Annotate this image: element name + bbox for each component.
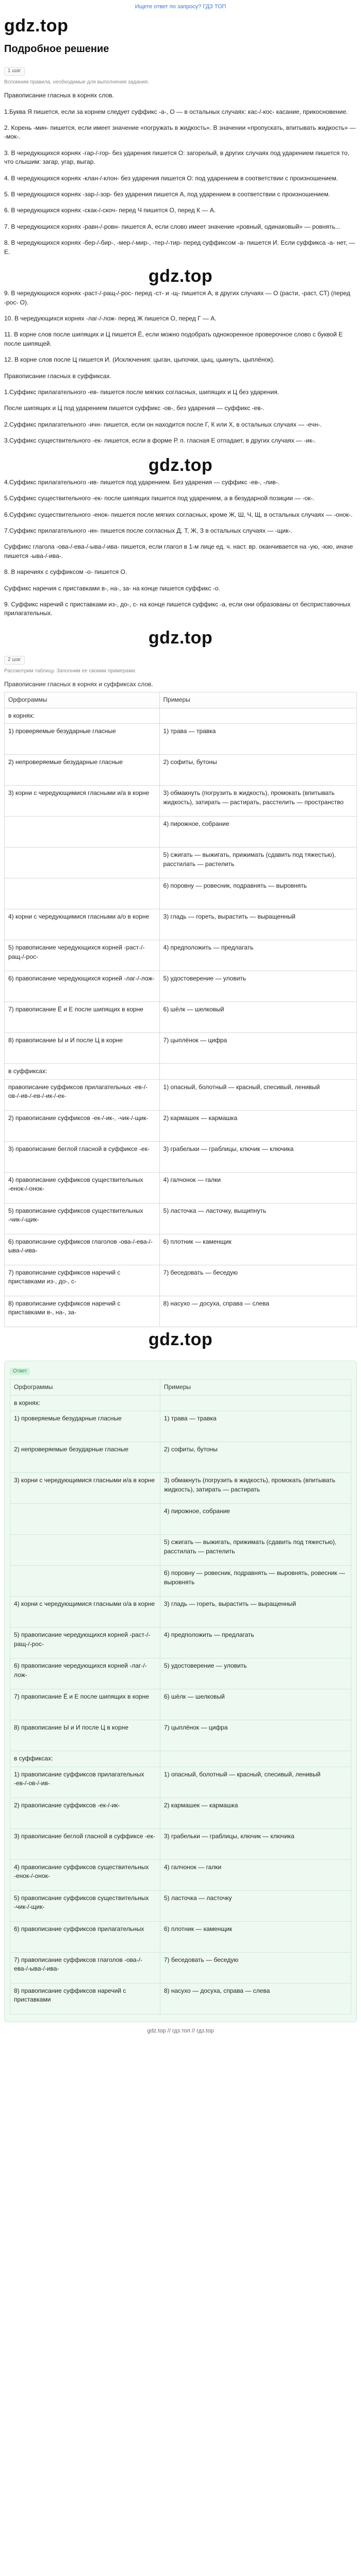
spelling-cell: 4) корни с чередующимися гласными о/а в корне	[10, 1597, 160, 1628]
table-section-row	[10, 1395, 351, 1411]
rule-paragraph: Правописание гласных в корнях слов.	[4, 92, 114, 99]
step2-section	[4, 651, 357, 1327]
example-cell: 4) предположить — предлагать	[160, 1628, 351, 1658]
table-row	[5, 817, 357, 848]
table-header-spellings: Орфограммы	[10, 1380, 160, 1395]
spelling-cell: 7) правописание суффиксов наречий с приставками из-, до-, с-	[5, 1265, 160, 1296]
example-cell: 4) галчонок — галки	[160, 1859, 351, 1890]
watermark: gdz.top	[4, 15, 69, 36]
example-cell: 4) пирожное, собрание	[159, 817, 356, 848]
step2-intro: Рассмотрим таблицу. Заполним ее своими примерами.	[4, 668, 137, 674]
rule-paragraph: 6. В чередующихся корнях -скак-/-скоч- перед Ч пишется О, перед К — А.	[4, 207, 216, 214]
table-row	[10, 1566, 351, 1597]
example-cell: 1) трава — травка	[159, 724, 356, 755]
rule-paragraph: 2. Корень -мин- пишется, если имеет значение «погружать в жидкость». В значении «пропускать, впитывать жидкость» — -мок-.	[4, 124, 356, 141]
table-section-row	[10, 1751, 351, 1767]
spelling-cell: 1) проверяемые безударные гласные	[10, 1411, 160, 1442]
table-row	[10, 1952, 351, 1983]
rule-paragraph: Суффикс наречия с приставками в-, на-, за- на конце пишется суффикс -о.	[4, 584, 220, 592]
example-cell: 8) насухо — досуха, справа — слева	[159, 1296, 356, 1327]
spelling-cell: 6) правописание суффиксов прилагательных	[10, 1921, 160, 1952]
spelling-cell: 8) правописание суффиксов наречий с приставками	[10, 1983, 160, 2014]
spelling-cell: 3) правописание беглой гласной в суффиксе -ек-	[10, 1828, 160, 1859]
table-row	[10, 1411, 351, 1442]
table-row	[5, 755, 357, 786]
section-label: в корнях:	[5, 708, 160, 723]
spelling-cell	[5, 878, 160, 909]
rule-paragraph: 11. В корне слов после шипящих и Ц пишется Ё, если можно подобрать однокоренное проверочное слово с буквой Е после шипящей.	[4, 331, 343, 347]
step2-table	[4, 692, 357, 1327]
example-cell: 6) шёлк — шелковый	[159, 1002, 356, 1033]
example-cell: 6) плотник — каменщик	[159, 1234, 356, 1265]
footer: gdz.top // гдз.топ // гдз.top	[147, 2027, 214, 2034]
example-cell: 4) пирожное, собрание	[160, 1504, 351, 1535]
spelling-cell: 8) правописание Ы и И после Ц в корне	[5, 1033, 160, 1064]
rule-paragraph: После шипящих и Ц под ударением пишется суффикс -ов-, без ударения — суффикс -ев-.	[4, 404, 265, 412]
table-row	[10, 1473, 351, 1504]
table-row	[5, 848, 357, 878]
rule-paragraph: 7.Суффикс прилагательного -ин- пишется после согласных Д, Т, Ж, З в остальных случаях — -щик-.	[4, 527, 292, 534]
section-empty-cell	[160, 1751, 351, 1767]
spelling-cell: 5) правописание чередующихся корней -раст-/-ращ-/-рос-	[10, 1628, 160, 1658]
spelling-cell: 6) правописание чередующихся корней -лаг-/-лож-	[10, 1658, 160, 1689]
answer-table	[10, 1379, 351, 2014]
example-cell: 3) грабельки — граблицы, ключик — ключика	[160, 1828, 351, 1859]
rule-paragraph: 3.Суффикс существительного -ек- пишется, если в форме Р. п. гласная Е отпадает, в других случаях — -ик-.	[4, 437, 316, 445]
spelling-cell: 4) правописание суффиксов существительных -енок-/-онок-	[5, 1172, 160, 1203]
example-cell: 3) гладь — гореть, вырастить — выращенный	[160, 1597, 351, 1628]
example-cell: 3) обмакнуть (погрузить в жидкость), промокать (впитывать жидкость), затирать — растирать	[160, 1473, 351, 1504]
spelling-cell	[5, 848, 160, 878]
example-cell: 6) шёлк — шелковый	[160, 1689, 351, 1720]
example-cell: 1) опасный, болотный — красный, спесивый, ленивый	[160, 1767, 351, 1798]
spelling-cell: 3) корни с чередующимися гласными и/а в корне	[10, 1473, 160, 1504]
spelling-cell: 1) проверяемые безударные гласные	[5, 724, 160, 755]
example-cell: 2) кармашек — кармашка	[160, 1798, 351, 1828]
table-section-row	[5, 1064, 357, 1079]
spelling-cell: 2) непроверяемые безударные гласные	[5, 755, 160, 786]
spelling-cell	[10, 1535, 160, 1566]
table-row	[5, 724, 357, 755]
watermark: gdz.top	[148, 455, 213, 475]
step1-intro: Вспомним правила, необходимые для выполнения задания.	[4, 79, 149, 85]
example-cell: 7) цыплёнок — цифра	[159, 1033, 356, 1064]
table-row	[5, 1172, 357, 1203]
spelling-cell: 3) правописание беглой гласной в суффиксе -ек-	[5, 1141, 160, 1172]
spelling-cell: 4) правописание суффиксов существительных -енок-/-онок-	[10, 1859, 160, 1890]
rule-paragraph: 4. В чередующихся корнях -клан-/-клон- без ударения пишется О: под ударением в соответствии с произношением.	[4, 174, 338, 182]
table-row	[10, 1798, 351, 1828]
table-row	[10, 1504, 351, 1535]
example-cell: 2) софиты, бутоны	[159, 755, 356, 786]
example-cell: 3) гладь — гореть, вырастить — выращенный	[159, 909, 356, 940]
rule-paragraph: 1.Суффикс прилагательного -ев- пишется после мягких согласных, шипящих и Ц без ударения.	[4, 388, 280, 396]
table-row	[10, 1689, 351, 1720]
spelling-cell: 5) правописание суффиксов существительных -чик-/-щик-	[10, 1890, 160, 1921]
section-empty-cell	[159, 708, 356, 723]
rule-paragraph: 9. Суффикс наречий с приставками из-, до-, с- на конце пишется суффикс -а, если они образованы от бесприставочных прилагательных.	[4, 600, 351, 617]
spelling-cell: 2) непроверяемые безударные гласные	[10, 1442, 160, 1473]
table-header-examples: Примеры	[160, 1380, 351, 1395]
example-cell: 1) трава — травка	[160, 1411, 351, 1442]
spelling-cell	[5, 817, 160, 848]
table-row	[10, 1983, 351, 2014]
rule-paragraph: 6.Суффикс существительного -енок- пишется после мягких согласных, кроме Ж, Ш, Ч, Щ, в остальных случаях — -онок-.	[4, 511, 353, 518]
table-row	[10, 1442, 351, 1473]
spelling-cell: 5) правописание суффиксов существительных -чик-/-щик-	[5, 1203, 160, 1234]
table-row	[5, 940, 357, 971]
example-cell: 7) беседовать — беседую	[160, 1952, 351, 1983]
table-row	[5, 1110, 357, 1141]
example-cell: 7) цыплёнок — цифра	[160, 1720, 351, 1751]
spelling-cell: 7) правописание суффиксов глаголов -ова-/-ева-/-ыва-/-ива-	[10, 1952, 160, 1983]
spelling-cell: 4) корни с чередующимися гласными а/о в корне	[5, 909, 160, 940]
spelling-cell: 6) правописание суффиксов глаголов -ова-/-ева-/-ыва-/-ива-	[5, 1234, 160, 1265]
example-cell: 3) грабельки — граблицы, ключик — ключика	[159, 1141, 356, 1172]
section-empty-cell	[160, 1395, 351, 1411]
table-row	[5, 1265, 357, 1296]
table-row	[10, 1921, 351, 1952]
table-row	[10, 1767, 351, 1798]
example-cell: 3) обмакнуть (погрузить в жидкость), промокать (впитывать жидкость), затирать — растирать, расстелить — пространство	[159, 786, 356, 817]
table-header-spellings: Орфограммы	[5, 692, 160, 708]
rule-paragraph: 8. В наречиях с суффиксом -о- пишется О.	[4, 568, 127, 576]
table-row	[5, 909, 357, 940]
table-row	[5, 1296, 357, 1327]
rule-paragraph: 12. В корне слов после Ц пишется И. (Исключения: цыган, цыпочки, цыц, цыкнуть, цыплёнок).	[4, 356, 275, 364]
spelling-cell: 7) правописание Ё и Е после шипящих в корне	[10, 1689, 160, 1720]
rule-paragraph: 5. В чередующихся корнях -зар-/-зор- без ударения пишется А, под ударением в соответствии с произношением.	[4, 190, 331, 198]
example-cell: 7) беседовать — беседую	[159, 1265, 356, 1296]
table-row	[5, 1234, 357, 1265]
table-row	[5, 1079, 357, 1110]
spelling-cell: 6) правописание чередующихся корней -лаг-/-лож-	[5, 971, 160, 1002]
table-header-examples: Примеры	[159, 692, 356, 708]
section-empty-cell	[159, 1064, 356, 1079]
example-cell: 5) удостоверение — уловить	[159, 971, 356, 1002]
answer-section	[4, 1361, 357, 2022]
table-row	[5, 1141, 357, 1172]
spelling-cell: 5) правописание чередующихся корней -раст-/-ращ-/-рос-	[5, 940, 160, 971]
top-link[interactable]: Ищете ответ по запросу? ГДЗ ТОП	[135, 4, 226, 10]
example-cell: 5) сжигать — выжигать, прижимать (сдавить под тяжестью), расстилать — растелить	[160, 1535, 351, 1566]
table-row	[10, 1658, 351, 1689]
rule-paragraph: 10. В чередующихся корнях -лаг-/-лож- перед Ж пишется О, перед Г — А.	[4, 315, 217, 322]
spelling-cell: 8) правописание Ы и И после Ц в корне	[10, 1720, 160, 1751]
rule-paragraph: 9. В чередующихся корнях -раст-/-ращ-/-рос- перед -ст- и -щ- пишется А, в других случаях — О (расти, -раст, СТ) (перед -рос- О).	[4, 290, 351, 306]
section-label: в суффиксах:	[10, 1751, 160, 1767]
table-row	[10, 1720, 351, 1751]
example-cell: 2) кармашек — кармашка	[159, 1110, 356, 1141]
example-cell: 1) опасный, болотный — красный, спесивый, ленивый	[159, 1079, 356, 1110]
watermark: gdz.top	[148, 1329, 213, 1349]
step1-paragraphs	[4, 91, 357, 618]
rule-paragraph: 5.Суффикс существительного -ек- после шипящих пишется под ударением, а в безударной позиции — -ок-.	[4, 495, 315, 502]
table-row	[5, 1002, 357, 1033]
table-row	[5, 1033, 357, 1064]
spelling-cell: 1) правописание суффиксов прилагательных -ев-/-ов-/-ив-	[10, 1767, 160, 1798]
spelling-cell: 2) правописание суффиксов -ек-/-ик-, -чик-/-щик-	[5, 1110, 160, 1141]
spelling-cell	[10, 1504, 160, 1535]
table-row	[5, 786, 357, 817]
rule-paragraph: 2.Суффикс прилагательного -ичн- пишется, если он находится после Г, К или Х, в остальных случаях — -ечн-.	[4, 420, 322, 428]
example-cell: 5) удостоверение — уловить	[160, 1658, 351, 1689]
example-cell: 8) насухо — досуха, справа — слева	[160, 1983, 351, 2014]
section-label: в суффиксах:	[5, 1064, 160, 1079]
table-row	[10, 1597, 351, 1628]
rule-paragraph: 8. В чередующихся корнях -бер-/-бир-, -мер-/-мир-, -тер-/-тир- перед суффиксом -а- пишется И. Если суффикса -а- нет, — Е.	[4, 239, 355, 256]
table-row	[10, 1628, 351, 1658]
watermark: gdz.top	[148, 628, 213, 648]
table-row	[5, 971, 357, 1002]
table-row	[10, 1859, 351, 1890]
watermark: gdz.top	[148, 266, 213, 286]
rule-paragraph: 3. В чередующихся корнях -гар-/-гор- без ударения пишется О: загорелый, в других случаях под ударением пишется то, что слышим: загар, угар, выгар.	[4, 149, 350, 166]
section-label: в корнях:	[10, 1395, 160, 1411]
example-cell: 6) поровну — ровесник, подравнять — выровнять, ровесник — выровнять	[160, 1566, 351, 1597]
spelling-cell: 2) правописание суффиксов -ек-/-ик-	[10, 1798, 160, 1828]
table-row	[5, 1203, 357, 1234]
table-row	[5, 878, 357, 909]
example-cell: 6) плотник — каменщик	[160, 1921, 351, 1952]
answer-badge: Ответ	[10, 1368, 30, 1376]
rule-paragraph: Суффикс глагола -ова-/-ева-/-ыва-/-ива- пишется, если глагол в 1-м лице ед. ч. наст. вр. оканчивается на -ую, -юю, иначе пишется -ыва-/-ива-.	[4, 543, 353, 560]
step1-badge: 1 шаг	[4, 67, 25, 76]
table-row	[10, 1890, 351, 1921]
spelling-cell: 8) правописание суффиксов наречий с приставками в-, на-, за-	[5, 1296, 160, 1327]
example-cell: 4) галчонок — галки	[159, 1172, 356, 1203]
table-row	[10, 1535, 351, 1566]
step2-caption: Правописание гласных в корнях и суффиксах слов.	[4, 681, 153, 688]
example-cell: 5) ласточка — ласточку	[160, 1890, 351, 1921]
rule-paragraph: 4.Суффикс прилагательного -ив- пишется под ударением. Без ударения — суффикс -ев-, -лив-.	[4, 478, 280, 486]
table-row	[10, 1828, 351, 1859]
example-cell: 2) софиты, бутоны	[160, 1442, 351, 1473]
example-cell: 4) предположить — предлагать	[159, 940, 356, 971]
example-cell: 6) поровну — ровесник, подравнять — выровнять	[159, 878, 356, 909]
rule-paragraph: Правописание гласных в суффиксах.	[4, 372, 111, 380]
spelling-cell: 3) корни с чередующимися гласными и/а в корне	[5, 786, 160, 817]
step2-badge: 2 шаг	[4, 656, 25, 665]
page-title: Подробное решение	[4, 43, 109, 55]
example-cell: 5) сжигать — выжигать, прижимать (сдавить под тяжестью), расстилать — растелить	[159, 848, 356, 878]
step1-section	[4, 62, 357, 618]
rule-paragraph: 7. В чередующихся корнях -равн-/-ровн- пишется А, если слово имеет значение «ровный, одинаковый» — ровнять...	[4, 223, 340, 230]
example-cell: 5) ласточка — ласточку, выщипнуть	[159, 1203, 356, 1234]
spelling-cell: правописание суффиксов прилагательных -ев-/-ов-/-ив-/-ев-/-ик-/-ек-	[5, 1079, 160, 1110]
rule-paragraph: 1.Буква Я пишется, если за корнем следует суффикс -а-, О — в остальных случаях: кас-/-кос- касание, прикосновение.	[4, 108, 348, 115]
table-section-row	[5, 708, 357, 723]
spelling-cell: 7) правописание Ё и Е после шипящих в корне	[5, 1002, 160, 1033]
spelling-cell	[10, 1566, 160, 1597]
